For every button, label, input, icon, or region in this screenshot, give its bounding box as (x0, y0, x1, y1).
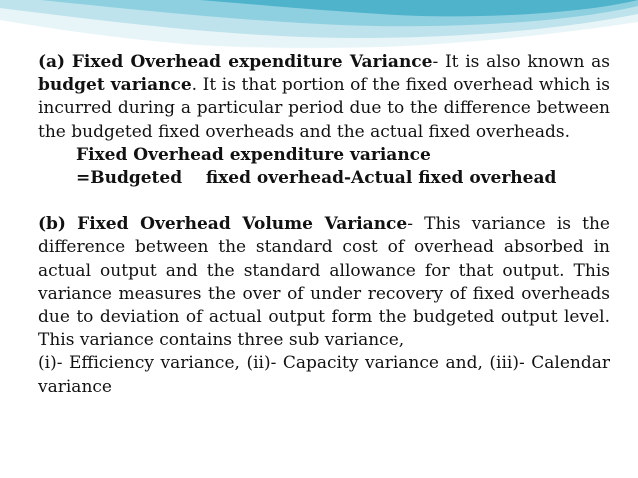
formula-line-1: Fixed Overhead expenditure variance (76, 144, 431, 165)
section-b-label: (b) (38, 214, 66, 235)
section-a-alias: budget variance (38, 75, 192, 96)
formula-rest: fixed overhead-Actual fixed overhead (205, 168, 557, 189)
sub-variances-list: (i)- Efficiency variance, (ii)- Capacity variance and, (iii)- Calendar variance (38, 353, 610, 397)
section-a-label: (a) (38, 52, 66, 72)
section-b-paragraph (38, 213, 610, 352)
section-b-body: - This variance is the difference between the standard cost of overhead absorbed in actual output and the standard allowance for that output. This variance measures the over of under recovery of fixed overheads due to deviation of actual output form the budgeted output level. This variance contains three sub variance, (38, 214, 610, 351)
section-a-paragraph (38, 51, 610, 144)
slide-content (38, 51, 610, 399)
formula-line-2 (38, 167, 610, 190)
spacer (38, 190, 610, 213)
section-a-intro: - It is also known as (432, 52, 610, 72)
formula-equals: =Budgeted (76, 168, 183, 189)
section-a-title: Fixed Overhead expenditure Variance (71, 52, 433, 72)
section-a-body: . It is that portion of the fixed overhead which is incurred during a particular period due to the difference between the budgeted fixed overheads and the actual fixed overheads. (38, 75, 610, 142)
section-b-title: Fixed Overhead Volume Variance (77, 214, 408, 235)
